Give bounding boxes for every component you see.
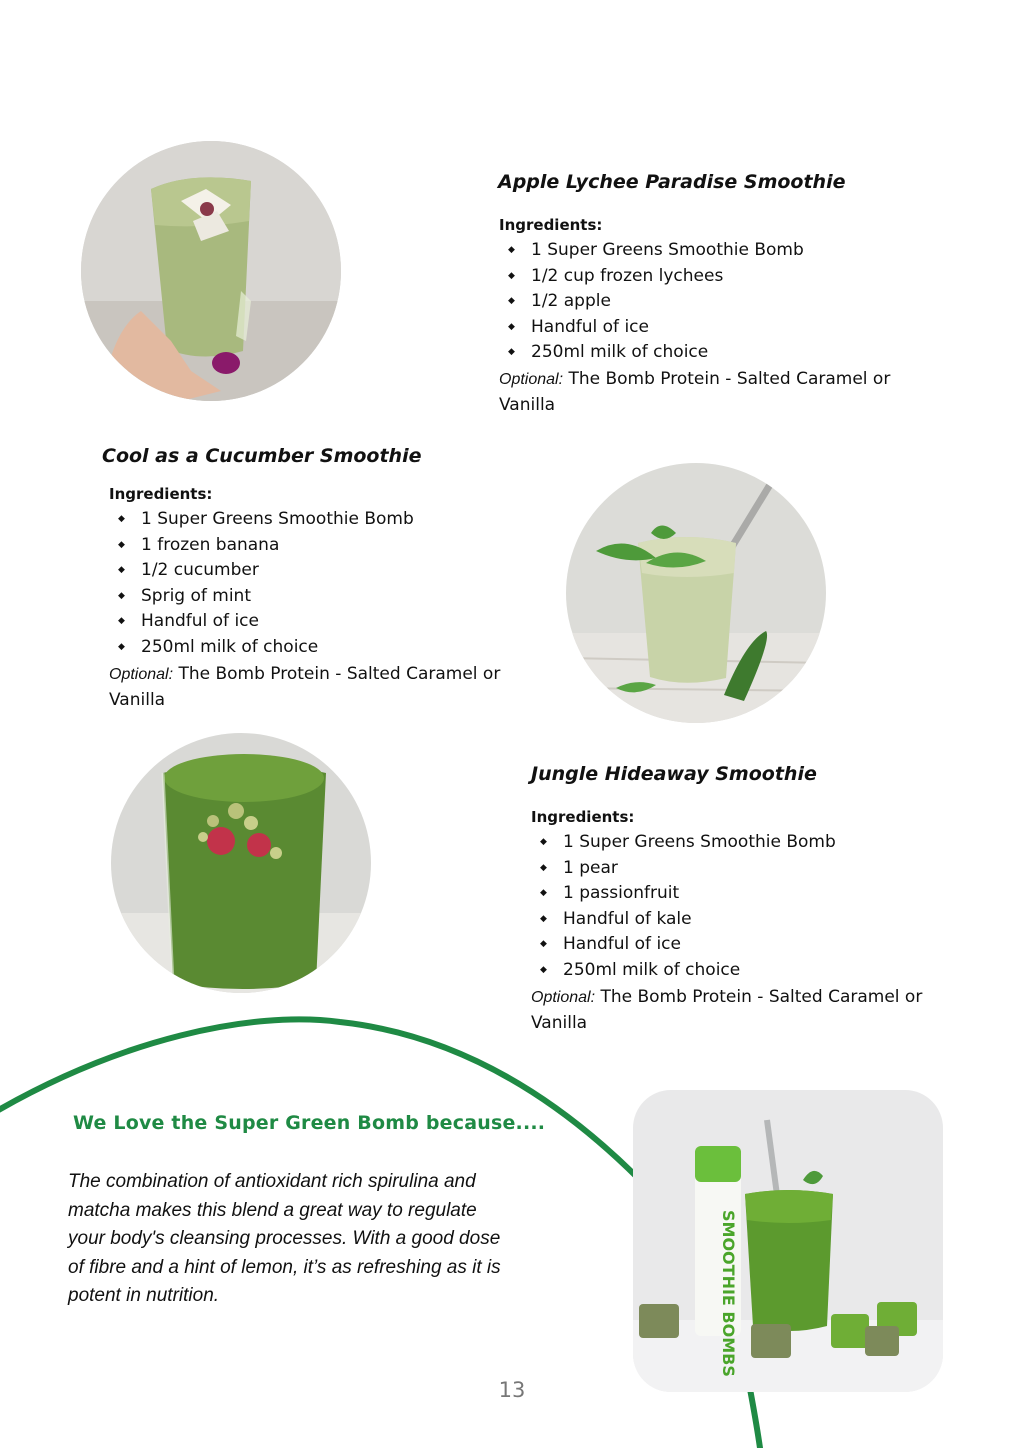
list-item: ◆ 1 passionfruit bbox=[531, 881, 836, 907]
list-item: ◆ Sprig of mint bbox=[109, 584, 414, 610]
ingredients-heading: Ingredients: bbox=[499, 216, 603, 234]
optional-note bbox=[499, 367, 939, 418]
list-item: ◆ 1 Super Greens Smoothie Bomb bbox=[531, 830, 836, 856]
ingredients-heading: Ingredients: bbox=[109, 485, 213, 503]
list-item: ◆ 1 pear bbox=[531, 856, 836, 882]
smoothie-glass-mint-cucumber-photo bbox=[566, 463, 826, 723]
optional-label: Optional: bbox=[499, 371, 564, 388]
list-item: ◆ 1 Super Greens Smoothie Bomb bbox=[499, 238, 804, 264]
list-item: ◆ 250ml milk of choice bbox=[499, 340, 804, 366]
page-number: 13 bbox=[498, 1378, 526, 1402]
list-item: ◆ 1 Super Greens Smoothie Bomb bbox=[109, 507, 414, 533]
list-item: ◆ 250ml milk of choice bbox=[109, 635, 414, 661]
list-item: ◆ Handful of ice bbox=[531, 932, 836, 958]
recipe-title-cucumber: Cool as a Cucumber Smoothie bbox=[102, 445, 422, 467]
section-body-we-love: The combination of antioxidant rich spirulina and matcha makes this blend a great way to regulate your body's cleansing processes. With a good dose of fibre and a hint of lemon, it’s as refreshing as it is potent in nutrition. bbox=[68, 1171, 501, 1307]
list-item: ◆ Handful of kale bbox=[531, 907, 836, 933]
smoothie-glass-coconut-photo bbox=[81, 141, 341, 401]
list-item: ◆ 1 frozen banana bbox=[109, 533, 414, 559]
optional-text: The Bomb Protein - Salted Caramel or Vanilla bbox=[109, 664, 501, 710]
product-label: SMOOTHIE BOMBS bbox=[719, 1210, 738, 1377]
section-title-we-love: We Love the Super Green Bomb because.... bbox=[73, 1112, 546, 1134]
list-item: ◆ Handful of ice bbox=[109, 609, 414, 635]
optional-label: Optional: bbox=[531, 989, 596, 1006]
ingredients-list-cucumber bbox=[109, 507, 414, 661]
list-item: ◆ 250ml milk of choice bbox=[531, 958, 836, 984]
smoothie-glass-raspberry-pistachio-photo bbox=[111, 733, 371, 993]
optional-label: Optional: bbox=[109, 666, 174, 683]
list-item: ◆ 1/2 apple bbox=[499, 289, 804, 315]
optional-text: The Bomb Protein - Salted Caramel or Vanilla bbox=[499, 369, 891, 415]
optional-note bbox=[109, 662, 549, 713]
optional-text: The Bomb Protein - Salted Caramel or Vanilla bbox=[531, 987, 923, 1033]
list-item: ◆ Handful of ice bbox=[499, 315, 804, 341]
smoothie-bombs-product-photo bbox=[633, 1090, 943, 1392]
ingredients-list-apple-lychee bbox=[499, 238, 804, 366]
list-item: ◆ 1/2 cup frozen lychees bbox=[499, 264, 804, 290]
recipe-title-apple-lychee: Apple Lychee Paradise Smoothie bbox=[498, 171, 846, 193]
ingredients-heading: Ingredients: bbox=[531, 808, 635, 826]
recipe-title-jungle: Jungle Hideaway Smoothie bbox=[531, 763, 817, 785]
list-item: ◆ 1/2 cucumber bbox=[109, 558, 414, 584]
optional-note bbox=[531, 985, 971, 1036]
ingredients-list-jungle bbox=[531, 830, 836, 984]
